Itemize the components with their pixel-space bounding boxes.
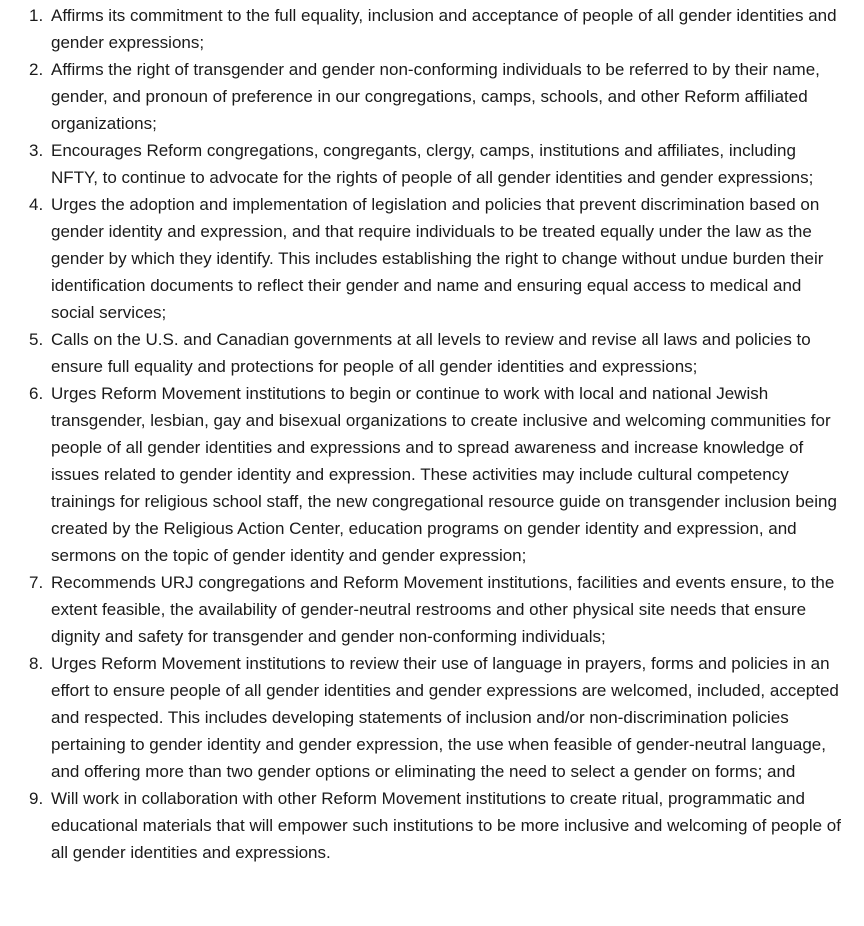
list-item-text: Encourages Reform congregations, congregants, clergy, camps, institutions and affiliates, including NFTY, to continue to advocate for the rights of people of all gender identities and gender expressions; bbox=[51, 141, 814, 187]
list-item bbox=[29, 650, 841, 785]
list-item-text: Urges Reform Movement institutions to begin or continue to work with local and national Jewish transgender, lesbian, gay and bisexual organizations to create inclusive and welcoming communities for people of all gender identities and expressions and to spread awareness and increase knowledge of issues related to gender identity and expression. These activities may include cultural competency trainings for religious school staff, the new congregational resource guide on transgender inclusion being created by the Religious Action Center, education programs on gender identity and expression, and sermons on the topic of gender identity and gender expression; bbox=[51, 384, 837, 565]
list-item-number: 1. bbox=[29, 6, 44, 25]
list-item-number: 5. bbox=[29, 330, 44, 349]
list-item-text: Affirms its commitment to the full equality, inclusion and acceptance of people of all gender identities and gender expressions; bbox=[51, 6, 837, 52]
list-item-number: 9. bbox=[29, 789, 44, 808]
list-item bbox=[29, 380, 841, 569]
list-item bbox=[29, 137, 841, 191]
list-item bbox=[29, 569, 841, 650]
list-item-number: 3. bbox=[29, 141, 44, 160]
list-item-number: 2. bbox=[29, 60, 44, 79]
list-item-number: 8. bbox=[29, 654, 44, 673]
list-item bbox=[29, 785, 841, 866]
list-item bbox=[29, 326, 841, 380]
list-item bbox=[29, 56, 841, 137]
list-item-text: Affirms the right of transgender and gender non-conforming individuals to be referred to by their name, gender, and pronoun of preference in our congregations, camps, schools, and other Reform affiliated organizations; bbox=[51, 60, 820, 133]
list-item-text: Urges Reform Movement institutions to review their use of language in prayers, forms and policies in an effort to ensure people of all gender identities and gender expressions are welcomed, included, accepted and respected. This includes developing statements of inclusion and/or non-discrimination policies pertaining to gender identity and gender expression, the use when feasible of gender-neutral language, and offering more than two gender options or eliminating the need to select a gender on forms; and bbox=[51, 654, 839, 781]
list-item bbox=[29, 2, 841, 56]
list-item bbox=[29, 191, 841, 326]
list-item-text: Urges the adoption and implementation of legislation and policies that prevent discrimination based on gender identity and expression, and that require individuals to be treated equally under the law as the gender by which they identify. This includes establishing the right to change without undue burden their identification documents to reflect their gender and name and ensuring equal access to medical and social services; bbox=[51, 195, 824, 322]
list-item-text: Recommends URJ congregations and Reform Movement institutions, facilities and events ensure, to the extent feasible, the availability of gender-neutral restrooms and other physical site needs that ensure dignity and safety for transgender and gender non-conforming individuals; bbox=[51, 573, 835, 646]
list-item-number: 4. bbox=[29, 195, 44, 214]
resolution-list bbox=[0, 2, 841, 866]
list-item-text: Will work in collaboration with other Reform Movement institutions to create ritual, programmatic and educational materials that will empower such institutions to be more inclusive and welcoming of people of all gender identities and expressions. bbox=[51, 789, 841, 862]
list-item-number: 6. bbox=[29, 384, 44, 403]
list-item-text: Calls on the U.S. and Canadian governments at all levels to review and revise all laws and policies to ensure full equality and protections for people of all gender identities and expressions; bbox=[51, 330, 811, 376]
list-item-number: 7. bbox=[29, 573, 44, 592]
